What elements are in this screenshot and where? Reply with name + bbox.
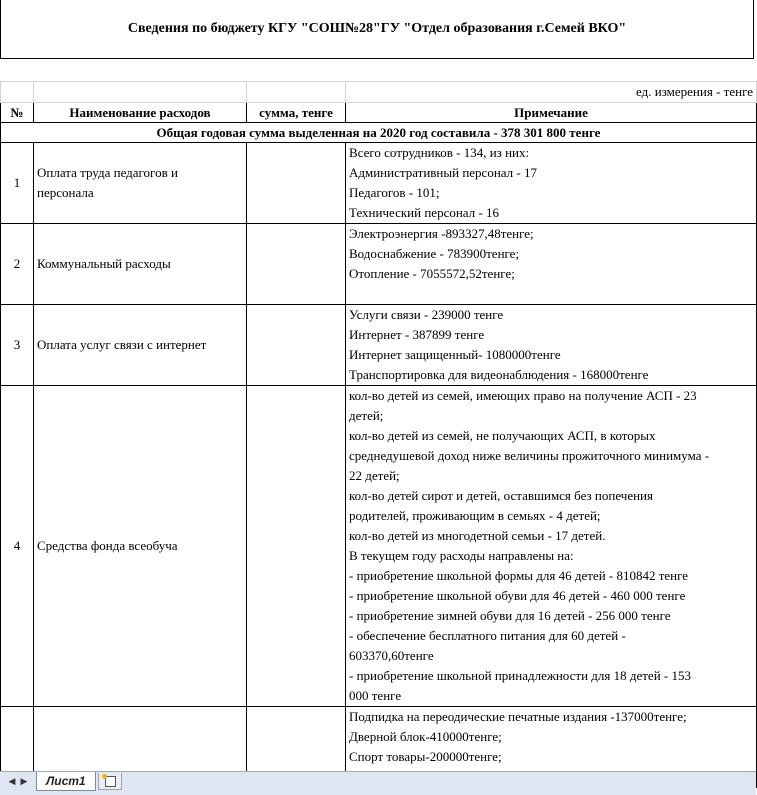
spacer — [0, 59, 756, 81]
expense-sum[interactable] — [247, 305, 346, 386]
row-number[interactable]: 4 — [1, 386, 34, 707]
total-line[interactable]: Общая годовая сумма выделенная на 2020 год составила - 378 301 800 тенге — [1, 123, 757, 143]
expense-note[interactable] — [346, 224, 757, 305]
note-line: Электроэнергия -893327,48тенге; — [349, 226, 534, 241]
note-line: кол-во детей из семей, имеющих право на получение АСП - 23 — [349, 388, 697, 403]
note-line — [349, 284, 753, 304]
header-row — [1, 103, 757, 123]
sheet-tab-bar — [0, 771, 756, 795]
title-box — [0, 0, 754, 59]
note-line: - приобретение школьной принадлежности для 18 детей - 153 — [349, 668, 691, 683]
note-line: 22 детей; — [349, 468, 400, 483]
note-line: Административный персонал - 17 — [349, 165, 537, 180]
note-line: Подпидка на переодические печатные издания -137000тенге; — [349, 709, 687, 724]
expense-note[interactable] — [346, 143, 757, 224]
row-number[interactable]: 3 — [1, 305, 34, 386]
table-row — [1, 386, 757, 707]
note-line: - обеспечение бесплатного питания для 60 детей - — [349, 628, 626, 643]
note-line: Водоснабжение - 783900тенге; — [349, 246, 520, 261]
expense-sum[interactable] — [247, 224, 346, 305]
table-row — [1, 224, 757, 305]
expense-name-line: персонала — [37, 185, 94, 200]
note-line: 603370,60тенге — [349, 648, 434, 663]
row-number[interactable]: 1 — [1, 143, 34, 224]
note-line: 000 тенге — [349, 688, 402, 703]
note-line: Технический персонал - 16 — [349, 205, 499, 220]
expense-name-line: Коммунальный расходы — [37, 256, 171, 271]
row-number[interactable]: 2 — [1, 224, 34, 305]
expense-name[interactable] — [34, 143, 247, 224]
note-line: среднедушевой доход ниже величины прожиточного минимума - — [349, 448, 710, 463]
header-num[interactable]: № — [1, 103, 34, 123]
expense-name[interactable] — [34, 305, 247, 386]
note-line: Дверной блок-410000тенге; — [349, 729, 502, 744]
note-line: Всего сотрудников - 134, из них: — [349, 145, 530, 160]
expense-sum[interactable] — [247, 386, 346, 707]
note-line: - приобретение школьной формы для 46 детей - 810842 тенге — [349, 568, 689, 583]
unit-label[interactable]: ед. измерения - тенге — [346, 82, 757, 103]
note-line: - приобретение школьной обуви для 46 детей - 460 000 тенге — [349, 588, 686, 603]
expense-name-line: Средства фонда всеобуча — [37, 538, 178, 553]
budget-table — [0, 81, 757, 788]
next-sheet-icon[interactable]: ▶ — [20, 777, 28, 787]
note-line: В текущем году расходы направлены на: — [349, 548, 574, 563]
expense-note[interactable] — [346, 386, 757, 707]
note-line: Педагогов - 101; — [349, 185, 440, 200]
header-name[interactable]: Наименование расходов — [34, 103, 247, 123]
total-row — [1, 123, 757, 143]
expense-name[interactable] — [34, 386, 247, 707]
note-line: кол-во детей сирот и детей, оставшимся без попечения — [349, 488, 653, 503]
sheet-tab[interactable]: Лист1 — [36, 772, 96, 791]
unit-row — [1, 82, 757, 103]
header-note[interactable]: Примечание — [346, 103, 757, 123]
note-line: - приобретение зимней обуви для 16 детей - 256 000 тенге — [349, 608, 671, 623]
header-sum[interactable]: сумма, тенге — [247, 103, 346, 123]
note-line: родителей, проживающим в семьях - 4 детей; — [349, 508, 601, 523]
note-line: кол-во детей из многодетной семьи - 17 детей. — [349, 528, 606, 543]
note-line: Интернет - 387899 тенге — [349, 327, 485, 342]
note-line: Транспортировка для видеонаблюдения - 168000тенге — [349, 367, 649, 382]
note-line: Спорт товары-200000тенге; — [349, 749, 502, 764]
expense-name-line: Оплата труда педагогов и — [37, 165, 178, 180]
expense-name-line: Оплата услуг связи с интернет — [37, 337, 207, 352]
insert-sheet-icon[interactable] — [98, 773, 122, 790]
expense-sum[interactable] — [247, 143, 346, 224]
note-line: кол-во детей из семей, не получающих АСП, в которых — [349, 428, 656, 443]
note-line: Интернет защищенный- 1080000тенге — [349, 347, 561, 362]
expense-name[interactable] — [34, 224, 247, 305]
note-line: Отопление - 7055572,52тенге; — [349, 266, 515, 281]
note-line: детей; — [349, 408, 384, 423]
note-line: Услуги связи - 239000 тенге — [349, 307, 504, 322]
expense-note[interactable] — [346, 305, 757, 386]
page-title: Сведения по бюджету КГУ "СОШ№28"ГУ "Отдел образования г.Семей ВКО" — [127, 21, 627, 36]
spreadsheet[interactable] — [0, 81, 756, 771]
table-row — [1, 143, 757, 224]
table-row — [1, 305, 757, 386]
first-sheet-icon[interactable]: ◀ — [8, 777, 16, 787]
